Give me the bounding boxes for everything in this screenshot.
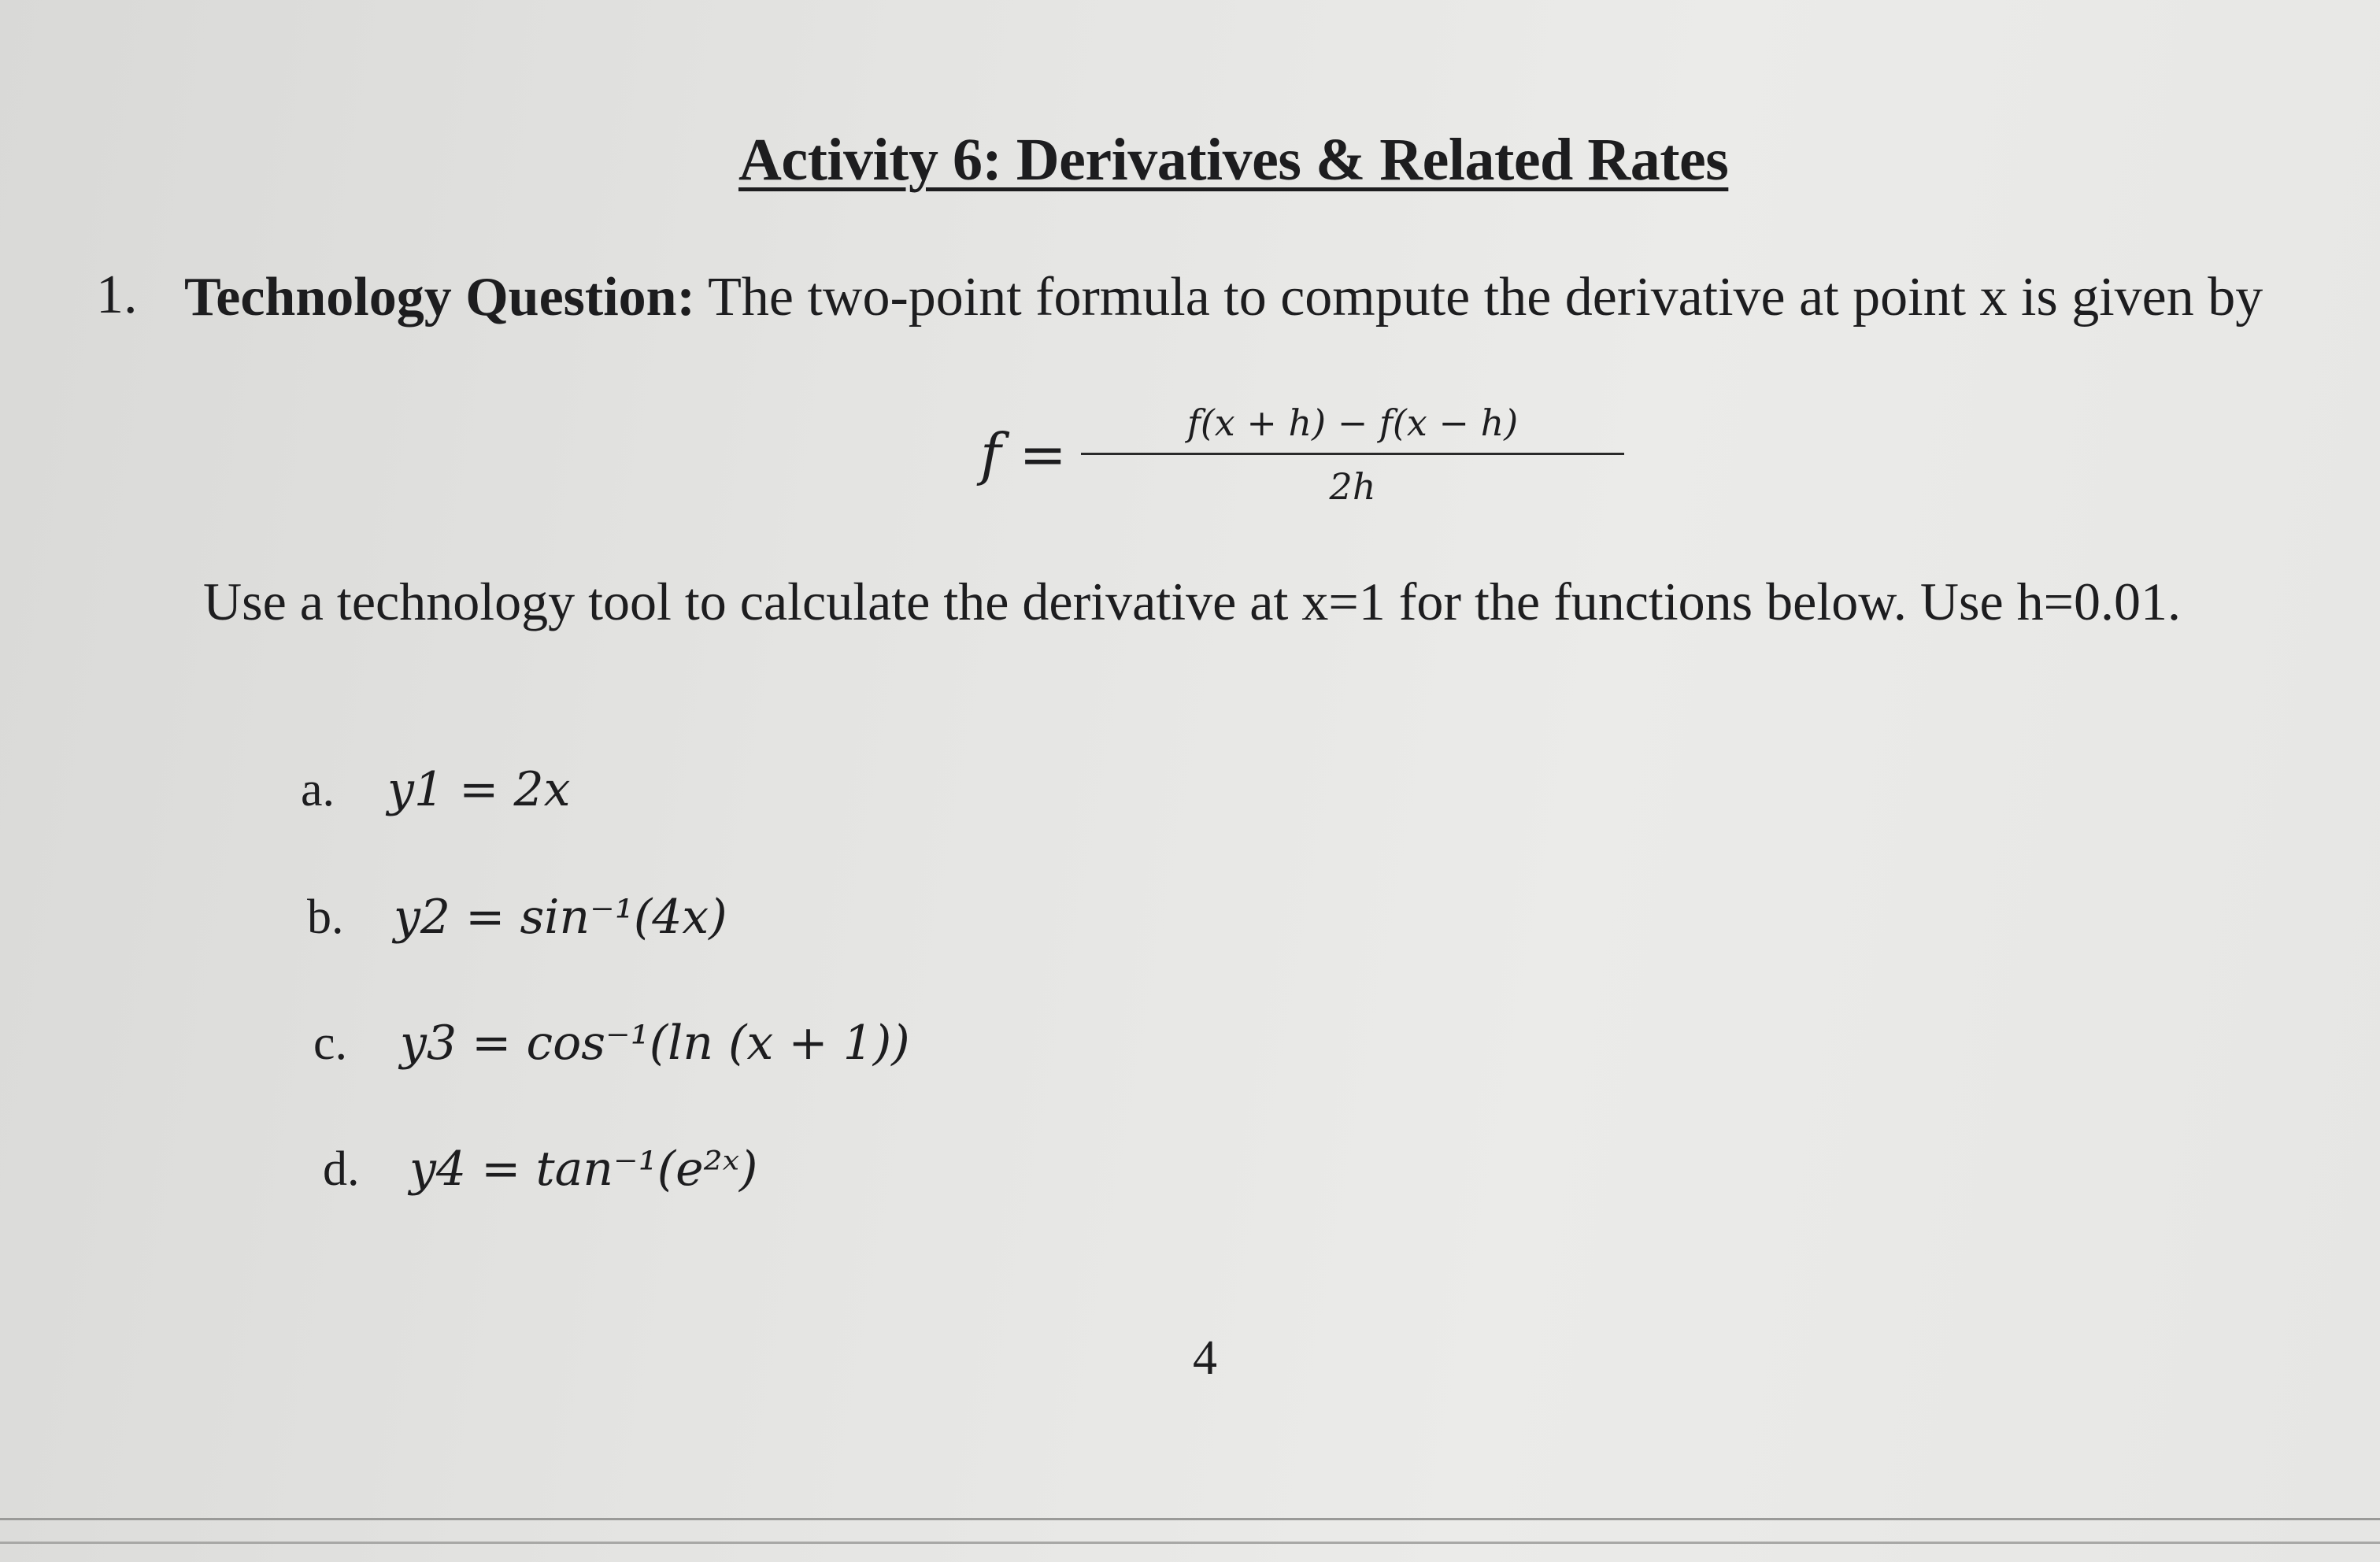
item-expression: y2 = sin⁻¹(4x) (394, 890, 727, 945)
question-number: 1. (96, 265, 138, 325)
activity-title: Activity 6: Derivatives & Related Rates (738, 127, 1729, 193)
item-letter: a. (301, 763, 335, 816)
list-item (313, 1016, 910, 1072)
item-expression: y3 = cos⁻¹(ln (x + 1)) (400, 1016, 910, 1071)
formula-fraction (1081, 398, 1624, 510)
item-expression: y1 = 2x (387, 762, 571, 817)
page-edge-line (0, 1542, 2380, 1544)
item-expression: y4 = tan⁻¹(e²ˣ) (409, 1142, 758, 1197)
list-item (301, 762, 571, 818)
question-text (184, 264, 2326, 331)
question-lead: Technology Question: (184, 267, 695, 328)
page-edge-line (0, 1518, 2380, 1520)
question-body: The two-point formula to compute the derivative at point x is given by (694, 267, 2263, 328)
formula-numerator: f(x + h) − f(x − h) (1186, 402, 1519, 444)
formula-denominator: 2h (1329, 465, 1376, 508)
list-item (307, 890, 727, 946)
instruction-text: Use a technology tool to calculate the derivative at x=1 for the functions below. Use h=0.01. (203, 572, 2182, 631)
list-item (323, 1142, 757, 1197)
item-letter: c. (313, 1016, 348, 1070)
item-letter: b. (307, 890, 344, 944)
item-letter: d. (323, 1142, 360, 1196)
fraction-bar (1081, 453, 1624, 455)
formula-lhs: f = (980, 421, 1067, 487)
page-number: 4 (1193, 1331, 1217, 1385)
